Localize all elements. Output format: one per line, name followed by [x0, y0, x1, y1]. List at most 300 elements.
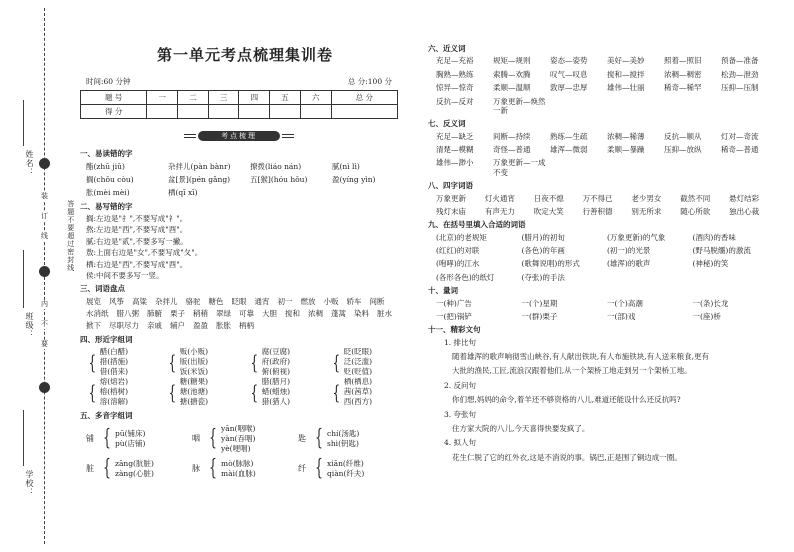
section-fill-words — [428, 220, 778, 282]
vocab-word: 燃放 — [300, 296, 316, 306]
polyphonic-char: 脉 — [192, 463, 200, 473]
banner-right-ornament — [282, 134, 294, 138]
vocab-word: 辅户 — [170, 321, 185, 331]
polyphonic-item — [86, 424, 192, 454]
vocab-word: 眨眼 — [231, 296, 247, 306]
word-cell: 浓稠—稠密 — [664, 69, 702, 79]
word-cell: 预备—准备 — [721, 56, 759, 66]
seal-dot — [39, 266, 50, 277]
char-item: 栖(栖息) — [343, 377, 373, 387]
brace-mark: { — [250, 380, 259, 405]
vocab-list — [80, 297, 398, 331]
table-row — [428, 207, 778, 216]
vocab-word: 搅和 — [285, 309, 300, 318]
vocab-word: 大胆 — [262, 309, 277, 318]
char-item: 熔(熔岩) — [99, 377, 129, 387]
list-item: 胀(mèi mèi) — [86, 188, 130, 198]
sentence-text: 住方家大院的八儿,今天喜得快要发疯了。 — [452, 423, 590, 433]
vocab-word: 间断 — [369, 296, 385, 306]
word-cell: 索腾—欢腾 — [493, 69, 531, 79]
sentence-list — [428, 338, 778, 462]
word-cell: 一(条)长龙 — [692, 298, 729, 308]
score-input-cell[interactable] — [178, 105, 209, 119]
brace-mark: { — [88, 380, 97, 405]
char-group — [248, 377, 330, 407]
char-group-items — [344, 377, 372, 407]
word-cell: 惊异—惊奇 — [436, 83, 474, 93]
word-cell: 松劲—泄劲 — [721, 69, 759, 79]
section-polyphonic — [80, 411, 398, 479]
banner-label: 考点梳理 — [198, 131, 280, 141]
table-row — [428, 70, 778, 79]
char-group-items — [100, 377, 128, 407]
score-cell: 二 — [178, 91, 209, 105]
vocab-word: 染料 — [354, 309, 369, 318]
word-cell: 敦厚—忠厚 — [550, 83, 588, 93]
seal-warning-text: 答题不要超过密封线 — [66, 200, 75, 272]
word-cell: 日夜不熄 — [533, 193, 564, 203]
score-input-cell[interactable] — [331, 105, 397, 119]
section-title: 八、四字词语 — [428, 181, 473, 191]
word-cell: 搅和—搅拌 — [607, 69, 645, 79]
list-item: 腻:右边是"贰",不要多写一撇。 — [86, 236, 188, 246]
seal-char: 线 — [41, 232, 48, 240]
score-cell: 题 号 — [81, 91, 147, 105]
section-title: 一、易读错的字 — [80, 149, 133, 159]
table-row — [428, 299, 778, 308]
vocab-word: 骆驼 — [185, 296, 201, 306]
reading-item: yàn(吞咽) — [221, 433, 256, 443]
reading-item: pù(店铺) — [115, 438, 146, 448]
polyphonic-item — [298, 455, 404, 481]
word-cell: (各色)的年画 — [521, 246, 565, 255]
brace-mark: { — [88, 350, 97, 375]
word-cell: 独出心裁 — [729, 206, 760, 216]
table-row — [428, 233, 778, 242]
seal-char: 装 — [41, 192, 48, 200]
reading-item: yè(哽咽) — [221, 443, 251, 453]
idiom-rows — [428, 194, 778, 217]
list-item: 熬:左边是"西",不要写成"酉"。 — [86, 225, 188, 235]
school-label: 学校： — [25, 470, 34, 497]
section-title: 七、反义词 — [428, 119, 466, 129]
section-synonyms — [428, 44, 778, 115]
reading-list — [327, 429, 359, 449]
reading-item: yān(咽喉) — [221, 423, 256, 433]
seal-char: 订 — [41, 212, 48, 220]
char-group — [248, 347, 330, 377]
section-antonyms — [428, 119, 778, 177]
word-cell: (雄浑)的歌声 — [607, 259, 651, 269]
score-input-cell[interactable] — [239, 105, 270, 119]
vocab-word: 小贩 — [323, 296, 339, 306]
word-cell: 一(座)桥 — [692, 311, 721, 321]
list-item: 酯(zhū jiǔ) — [86, 161, 125, 171]
word-cell: 胸熟—熟练 — [436, 69, 474, 79]
seal-char: 内 — [41, 300, 48, 308]
char-item: 蜡(蜡烛) — [261, 387, 291, 397]
vocab-word: 盈盈 — [193, 321, 208, 331]
word-cell: 雄伟—渺小 — [436, 158, 474, 168]
word-cell: 规矩—规则 — [493, 56, 531, 66]
brace-mark: { — [103, 455, 111, 481]
char-item: 府(政府) — [261, 357, 291, 367]
word-cell: 万象更新—一成不变 — [493, 158, 546, 177]
word-cell: (初一)的光景 — [607, 246, 651, 255]
section-title: 十、量词 — [428, 286, 458, 296]
char-group — [330, 377, 404, 407]
left-page — [80, 46, 398, 480]
vocab-word: 通宵 — [254, 296, 270, 306]
char-item: 猎(猎人) — [261, 397, 291, 407]
word-cell: 反抗—反对 — [436, 96, 474, 106]
score-cell: 一 — [147, 91, 178, 105]
word-cell: 有声无力 — [484, 206, 515, 216]
reading-item: xiān(纤维) — [327, 458, 364, 468]
brace-mark: { — [209, 425, 217, 451]
vocab-word: 高粱 — [132, 296, 147, 306]
word-cell: 姿态—姿势 — [550, 56, 588, 66]
vocab-word: 浓稠 — [308, 309, 323, 318]
word-cell: 奇怪—普通 — [493, 145, 531, 154]
polyphonic-item — [86, 455, 192, 481]
vocab-word: 轿车 — [346, 296, 362, 306]
section-title: 四、形近字组词 — [80, 334, 133, 344]
vocab-word: 亲戚 — [147, 321, 162, 331]
sentence-heading: 3. 夸张句 — [444, 409, 477, 419]
brace-mark: { — [332, 350, 341, 375]
polyphonic-char: 匙 — [298, 433, 306, 443]
char-item: 贬(贬值) — [343, 367, 373, 377]
word-cell: 充足—缺乏 — [436, 131, 474, 141]
table-row — [428, 132, 778, 141]
polyphonic-char: 铺 — [86, 433, 94, 443]
school-underline — [23, 410, 24, 466]
synonym-rows — [428, 56, 778, 115]
vocab-word: 胀胀 — [216, 321, 231, 331]
char-item: 西(西方) — [343, 397, 373, 407]
sentence-text: 随着雄浑的歌声响彻雪山峡谷,有人献出铁块,有人布施铁块,有人送来粮食,更有 — [452, 352, 710, 361]
list-item: 侯:中间不要多写一竖。 — [86, 270, 164, 280]
word-cell: 一(种)广告 — [436, 298, 472, 308]
word-cell: 老少男女 — [631, 193, 662, 203]
section-title: 六、近义词 — [428, 44, 466, 53]
fill-rows — [428, 233, 778, 283]
word-cell: 随心所欲 — [680, 206, 711, 216]
char-group-items — [262, 377, 290, 407]
vocab-word: 糖色 — [208, 296, 224, 306]
word-cell: 间断—持续 — [493, 131, 531, 141]
reading-list — [115, 429, 145, 449]
polyphonic-item — [192, 455, 298, 481]
char-group — [166, 347, 248, 377]
word-cell: 别无所求 — [631, 206, 662, 216]
reading-item: mò(脉脉) — [221, 458, 254, 468]
list-item: 盈(yíng yìn) — [332, 174, 376, 184]
char-item: 榕(榕树) — [99, 387, 129, 397]
polyphonic-char: 纤 — [298, 463, 306, 473]
word-cell: 万象更新—焕然一新 — [493, 96, 546, 115]
antonym-rows — [428, 132, 778, 178]
vocab-word: 肺腑 — [147, 309, 162, 318]
polyphonic-item — [298, 424, 404, 454]
char-item: 借(借来) — [99, 367, 129, 377]
word-cell: 熟练—生疏 — [550, 131, 588, 141]
char-group-items — [180, 347, 208, 377]
word-cell: 柔顺—温顺 — [493, 83, 531, 93]
word-cell: 截然不同 — [680, 193, 711, 203]
similar-chars-grid — [80, 347, 398, 407]
section-easy-misread — [80, 149, 398, 198]
word-cell: (神秘)的笑 — [692, 259, 729, 269]
class-label: 班级： — [25, 312, 34, 339]
word-cell: 一(群)栗子 — [521, 311, 558, 321]
section-title: 二、易写错的字 — [80, 201, 133, 211]
list-item: 五[猴](hóu hǒu) — [250, 174, 308, 184]
word-cell: 浓稠—稀薄 — [607, 131, 645, 141]
score-cell: 三 — [208, 91, 239, 105]
word-cell: 反抗—顺从 — [664, 131, 702, 141]
score-table — [80, 90, 398, 119]
char-group-items — [262, 347, 290, 377]
word-cell: (歌舞说唱)的形式 — [521, 259, 580, 269]
section-title: 九、在括号里填入合适的词语 — [428, 220, 526, 230]
word-cell: 柔顺—暴躁 — [607, 145, 645, 154]
score-input-cell[interactable] — [300, 105, 331, 119]
vocab-word: 柄柄 — [239, 321, 254, 331]
char-item: 措(措施) — [99, 357, 129, 367]
word-cell: 照着—照旧 — [664, 56, 702, 66]
seal-dot — [39, 382, 50, 393]
char-item: 眨(眨眼) — [343, 347, 373, 357]
sentence-heading: 2. 反问句 — [444, 380, 477, 390]
vocab-word: 风筝 — [109, 296, 124, 306]
word-cell: 稀奇—稀罕 — [664, 83, 702, 93]
word-cell: (各形各色)的纸灯 — [436, 272, 495, 282]
sentence-heading: 4. 拟人句 — [444, 438, 477, 448]
section-easy-miswrite — [80, 202, 398, 281]
section-similar-chars — [80, 335, 398, 407]
reading-item: shi(钥匙) — [327, 438, 359, 448]
polyphonic-char: 咽 — [192, 433, 200, 443]
score-cell: 四 — [239, 91, 270, 105]
list-item: 栖(qī xī) — [168, 188, 198, 198]
reading-list — [221, 424, 255, 454]
reading-item: mài(血脉) — [221, 468, 256, 478]
vocab-word: 展览 — [86, 296, 101, 306]
name-label: 姓名： — [25, 150, 34, 177]
score-input-cell[interactable] — [270, 105, 301, 119]
word-cell: 灯火通宵 — [484, 193, 515, 203]
table-row — [428, 145, 778, 154]
char-item: 俯(俯视) — [261, 367, 291, 377]
char-item: 茜(茜草) — [343, 387, 373, 397]
word-cell: (北京)的老规矩 — [436, 232, 487, 242]
list-item: 盆[景](pén gǎng) — [168, 174, 231, 184]
word-cell: 吹定大笑 — [533, 206, 564, 216]
word-cell: (夺张)的手法 — [521, 272, 565, 282]
section-banner — [184, 129, 294, 143]
char-item: 版(出版) — [179, 357, 209, 367]
vocab-word: 水消纸 — [86, 309, 109, 318]
reading-item: chí(汤匙) — [327, 428, 360, 438]
reading-list — [327, 459, 364, 479]
vocab-word: 蓬蒿 — [331, 309, 346, 318]
char-item: 泛(泛滥) — [343, 357, 373, 367]
word-cell: (红红)的对联 — [436, 246, 480, 255]
section-title: 五、多音字组词 — [80, 411, 133, 421]
char-item: 塘(池塘) — [179, 387, 209, 397]
list-item: 搁(chǒu còu) — [86, 174, 134, 184]
char-group — [330, 347, 404, 377]
word-cell: 叹气—叹息 — [550, 69, 588, 79]
exam-meta — [80, 77, 398, 86]
name-underline — [23, 100, 24, 146]
brace-mark: { — [168, 350, 177, 375]
char-item: 腊(腊月) — [261, 377, 291, 387]
section-measure-words — [428, 286, 778, 321]
word-cell: 灯对—奇流 — [721, 131, 759, 141]
word-cell: 一(把)锅铲 — [436, 311, 472, 321]
table-row — [428, 83, 778, 92]
vocab-word: 翠绿 — [216, 309, 231, 318]
exam-time: 时间:60 分钟 — [86, 76, 131, 86]
word-cell: (万象更新)的气象 — [607, 232, 666, 242]
brace-mark: { — [332, 380, 341, 405]
list-item: 搁:左边是"扌",不要写成"礻"。 — [86, 214, 188, 223]
word-cell: 一(部)戏 — [607, 311, 636, 321]
word-cell: 万不得已 — [582, 193, 613, 203]
sentence-text: 大批的渔民,工匠,流浪汉跟着他们,从一个架桥工地走到另一个架桥工地。 — [452, 366, 692, 376]
word-cell: 雄浑—微弱 — [550, 145, 588, 154]
measure-rows — [428, 299, 778, 322]
word-cell: 万象更新 — [436, 193, 466, 203]
word-cell: 清楚—模糊 — [436, 145, 474, 154]
seal-char: 要 — [41, 340, 48, 348]
word-cell: 美好—美妙 — [607, 56, 645, 66]
seal-dot — [39, 158, 50, 169]
list-item: 栖:右边是"西",不要写成"酉"。 — [86, 259, 188, 269]
brace-mark: { — [250, 350, 259, 375]
char-group-items — [100, 347, 128, 377]
score-value-row — [81, 105, 398, 119]
exam-total: 总 分:100 分 — [347, 76, 392, 86]
table-row — [428, 56, 778, 65]
brace-mark: { — [315, 455, 323, 481]
word-cell: (腊月)的初旬 — [521, 232, 565, 242]
reading-item: zāng(肮脏) — [115, 458, 154, 468]
vocab-word: 可靠 — [239, 309, 254, 318]
table-row — [428, 246, 778, 255]
table-row — [428, 158, 778, 177]
page-title: 第一单元考点梳理集训卷 — [156, 46, 333, 64]
banner-left-ornament — [184, 134, 196, 138]
score-input-cell[interactable] — [208, 105, 239, 119]
word-cell: (野马脱缰)的激流 — [692, 246, 751, 255]
char-item: 饭(米饭) — [179, 367, 209, 377]
score-cell: 得 分 — [81, 105, 147, 119]
score-header-row — [81, 91, 398, 105]
reading-list — [221, 459, 256, 479]
misread-list — [80, 162, 398, 198]
score-input-cell[interactable] — [147, 105, 178, 119]
brace-mark: { — [315, 425, 323, 451]
section-sentences — [428, 325, 778, 462]
word-cell: 行善积德 — [582, 206, 613, 216]
char-item: 糖(糖果) — [179, 377, 209, 387]
list-item: 杂拌儿(pàn bànr) — [168, 161, 231, 171]
table-row — [428, 312, 778, 321]
brace-mark: { — [168, 380, 177, 405]
char-group — [86, 347, 166, 377]
score-cell: 总 分 — [331, 91, 397, 105]
sentence-text: 花生仁脱了它的红外衣,这是不消说的事。锅巴,正是围了铜边成一圈。 — [452, 452, 682, 462]
section-vocab-review — [80, 284, 398, 331]
section-four-char-words — [428, 181, 778, 216]
word-cell: 雄伟—壮丽 — [607, 83, 645, 93]
list-item: 腻(nì lì) — [332, 161, 360, 171]
polyphonic-char: 脏 — [86, 463, 94, 473]
class-underline — [23, 250, 24, 308]
char-item: 醋(白醋) — [99, 347, 129, 357]
vocab-word: 杂拌儿 — [155, 296, 178, 306]
table-row — [428, 194, 778, 203]
word-cell: 悬灯结彩 — [729, 193, 760, 203]
word-cell: 一(个)星期 — [521, 298, 558, 308]
word-cell: 稀奇—普通 — [721, 145, 759, 154]
char-item: 溶(溶解) — [99, 397, 129, 407]
vocab-word: 初一 — [277, 296, 293, 306]
word-cell: 一(个)高潮 — [607, 298, 643, 308]
score-cell: 五 — [270, 91, 301, 105]
word-cell: (咆哮)的江水 — [436, 259, 480, 269]
table-row — [428, 259, 778, 268]
score-cell: 六 — [300, 91, 331, 105]
list-item: 撩拨(liáo nán) — [250, 161, 302, 171]
vocab-word: 腊八粥 — [116, 309, 139, 318]
word-cell: (酒肉)的香味 — [692, 232, 736, 242]
brace-mark: { — [103, 425, 111, 451]
table-row — [428, 273, 778, 282]
sentence-text: 你们想,妈妈的命令,着羊还不够资格的八儿,难道还能设什么还反抗吗? — [452, 395, 681, 405]
vocab-word: 脏水 — [377, 309, 392, 318]
seal-char: 不 — [41, 320, 48, 328]
vocab-word: 稍稍 — [193, 309, 208, 318]
section-title: 十一、精彩文句 — [428, 325, 481, 335]
char-group-items — [180, 377, 208, 407]
reading-item: zàng(心脏) — [115, 468, 154, 478]
char-item: 腐(豆腐) — [261, 347, 291, 357]
reading-item: pū(铺床) — [115, 428, 146, 438]
list-item: 敖:上面右边是"女",不要写成"夂"。 — [86, 248, 203, 258]
polyphonic-grid — [80, 424, 398, 480]
binding-strip — [0, 0, 80, 552]
char-group — [166, 377, 248, 407]
vocab-word: 栗子 — [170, 309, 185, 318]
char-group-items — [344, 347, 372, 377]
sentence-heading: 1. 排比句 — [444, 337, 477, 347]
char-item: 搪(搪瓷) — [179, 397, 209, 407]
word-cell: 充足—充裕 — [436, 56, 474, 66]
table-row — [428, 97, 778, 116]
miswrite-list — [80, 214, 398, 280]
brace-mark: { — [209, 455, 217, 481]
word-cell: 压抑—压制 — [721, 83, 759, 93]
polyphonic-item — [192, 424, 298, 454]
section-title: 三、词语盘点 — [80, 284, 125, 294]
reading-list — [115, 459, 154, 479]
vocab-word: 尽职尽力 — [109, 321, 139, 331]
